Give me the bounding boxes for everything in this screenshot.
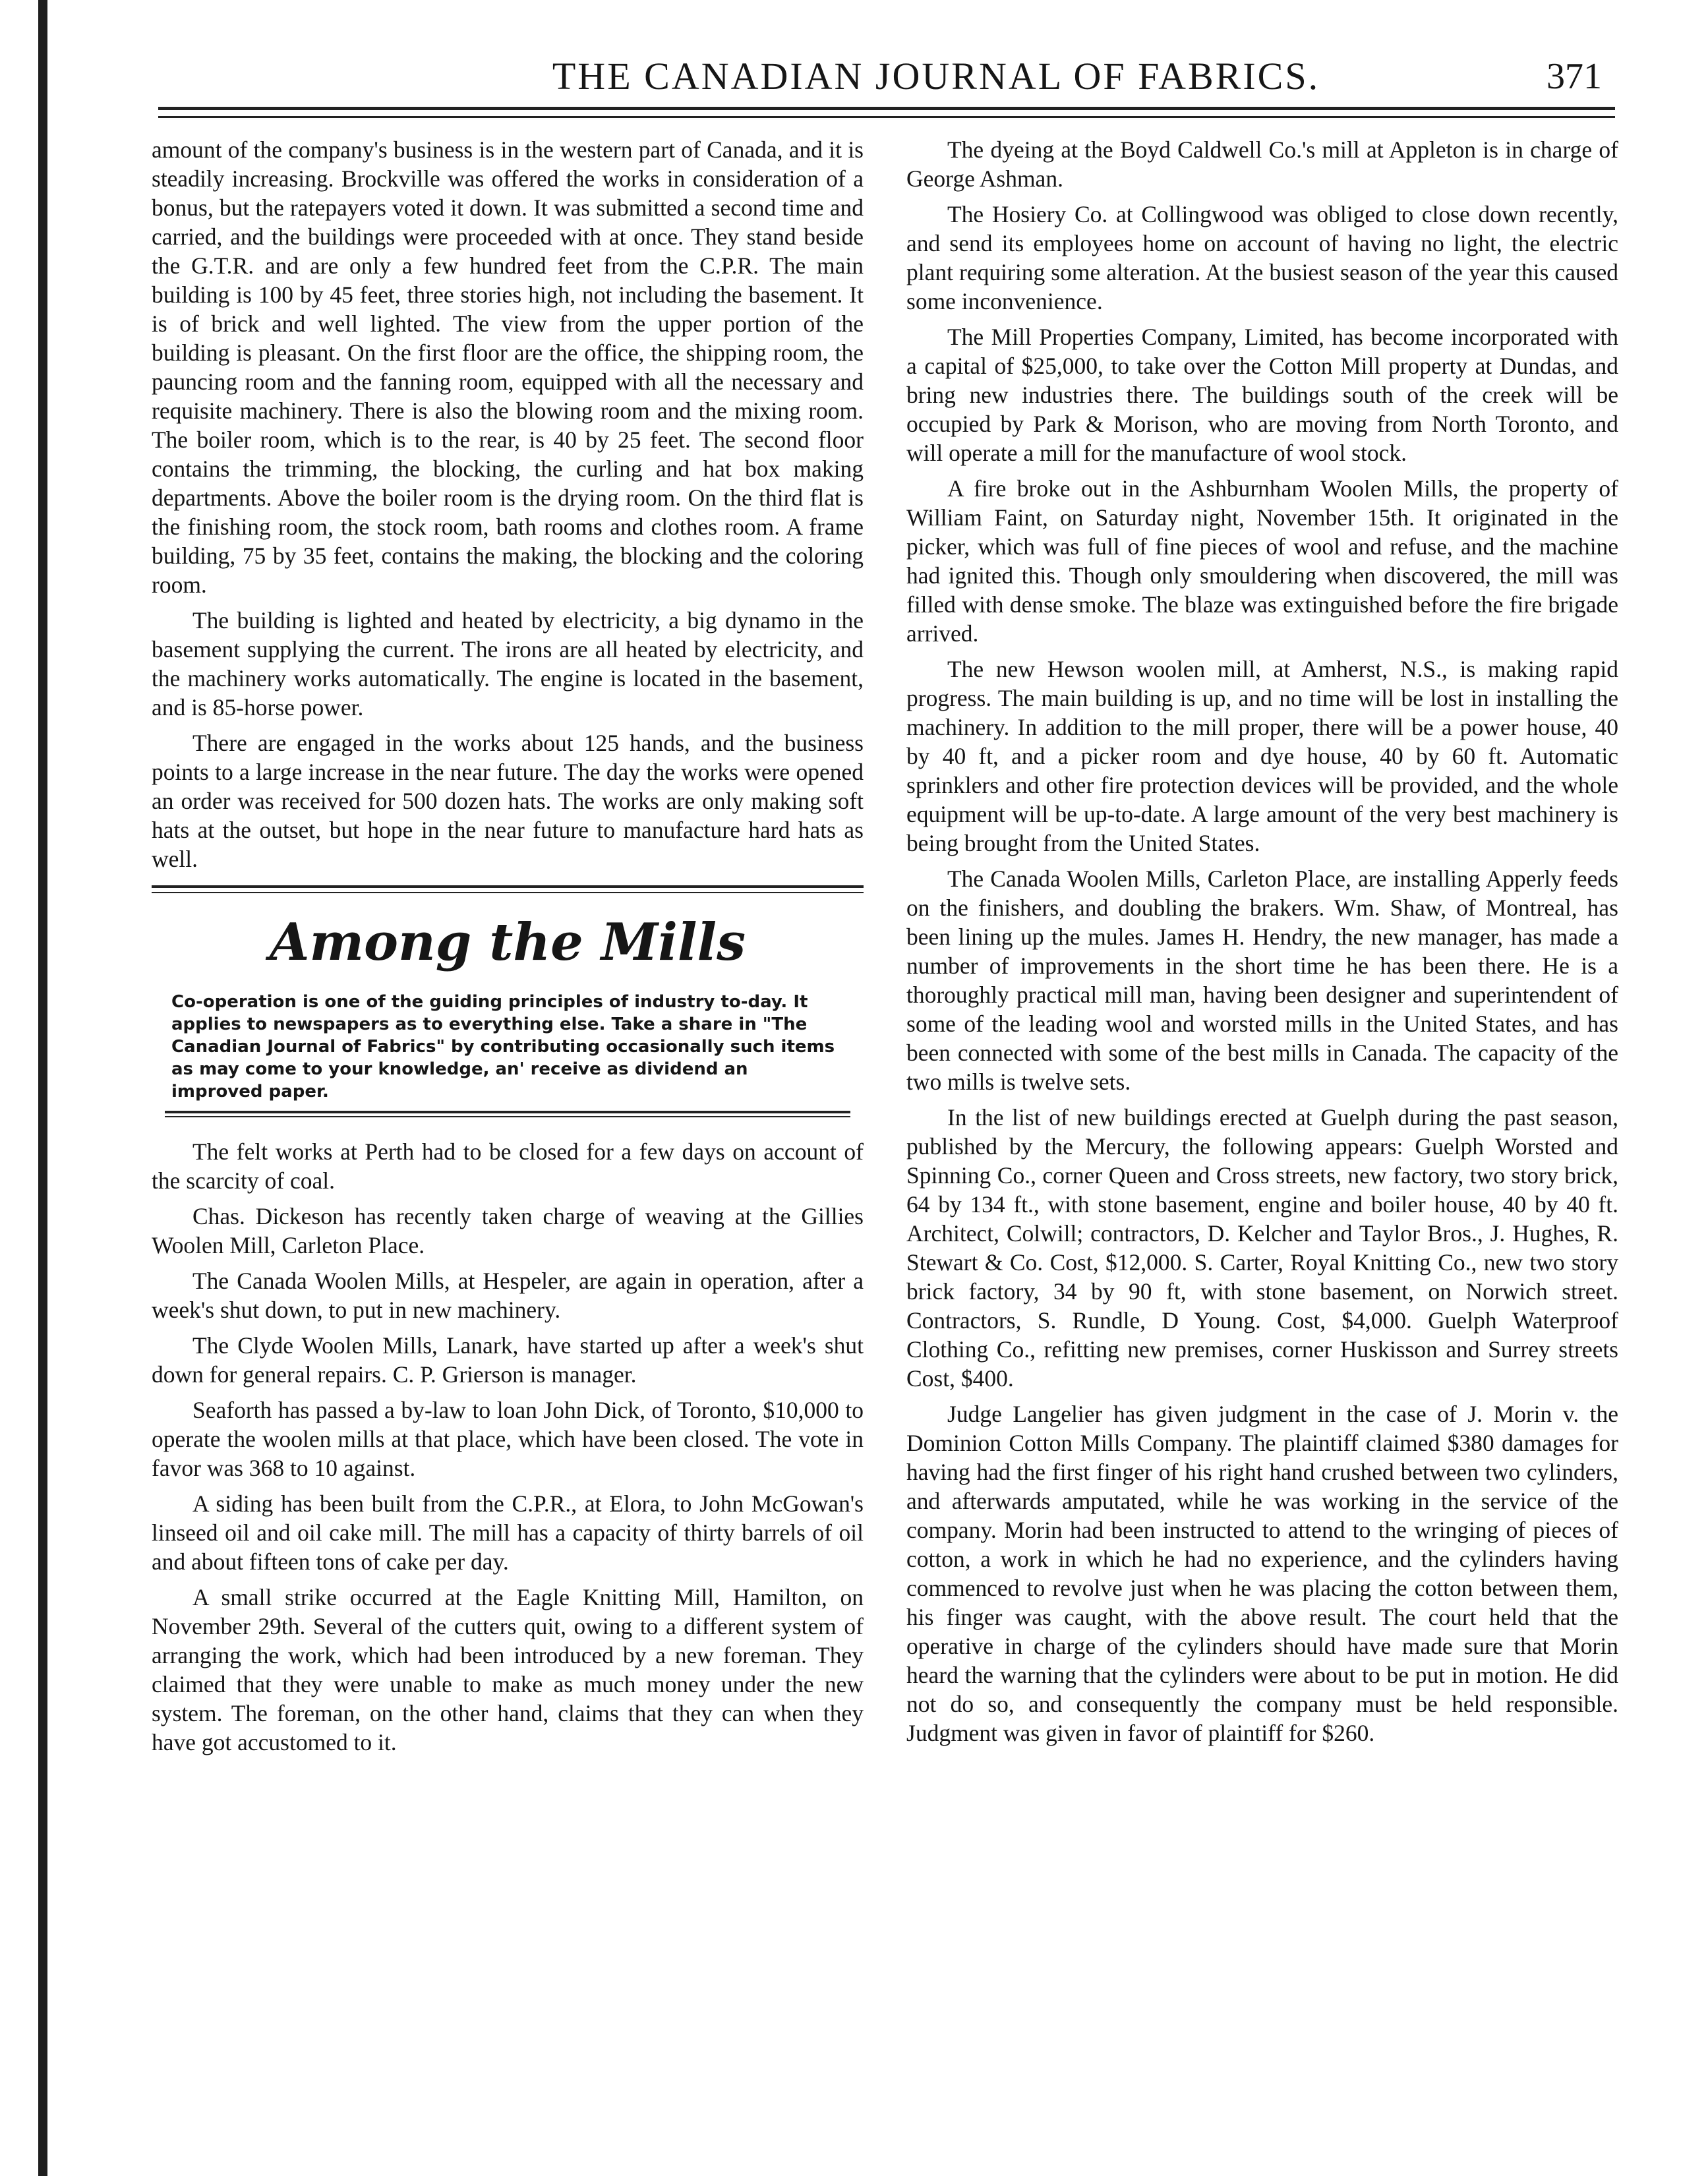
news-item: In the list of new buildings erected at Guelph during the past season, published by the Mercury, the following appears: Guelph Worsted and Spinning Co., corner Queen and Cross streets, new factory, two story brick, 64 by 134 ft., with stone basement, engine and boiler house, 40 by 40 ft. Architect, Colwill; contractors, D. Kelcher and Taylor Bros., J. Hughes, R. Stewart & Co. Cost, $12,000. S. Carter, Royal Knitting Co., new two story brick factory, 34 by 90 ft, with stone basement, on Norwich street. Contractors, S. Rundle, D Young. Cost, $4,000. Guelph Waterproof Clothing Co., refitting new premises, corner Huskisson and Surrey streets Cost, $400. — [906, 1104, 1618, 1392]
news-item: Judge Langelier has given judgment in the case of J. Morin v. the Dominion Cotton Mills Company. The plaintiff claimed $380 damages for having had the first finger of his right hand crushed between two cylinders, and afterwards amputated, while he was working in the service of the company. Morin had been instructed to attend to the wringing of pieces of cotton, a work in which he had no experience, and the cylinders having commenced to revolve just when he was placing the cotton between them, his finger was caught, with the above result. The court held that the operative in charge of the cylinders should have made sure that Morin heard the warning that the cylinders were about to be put in motion. He did not do so, and consequently the company must be held responsible. Judgment was given in favor of plaintiff for $260. — [906, 1401, 1618, 1746]
news-item: The felt works at Perth had to be closed for a few days on account of the scarcity of coal. — [152, 1138, 864, 1194]
news-item: The Canada Woolen Mills, at Hespeler, are again in operation, after a week's shut down, to put in new machinery. — [152, 1268, 864, 1323]
section-rule-thick — [152, 885, 864, 888]
header-rule-thin — [158, 116, 1615, 118]
news-item: The Mill Properties Company, Limited, has become incorporated with a capital of $25,000, to take over the Cotton Mill property at Dundas, and bring new industries there. The buildings south of the creek will be occupied by Park & Morison, who are moving from North Toronto, and will operate a mill for the manufacture of wool stock. — [906, 324, 1618, 466]
notice-rule-thin — [165, 1116, 850, 1117]
page-number: 371 — [1546, 56, 1602, 97]
left-column — [152, 135, 864, 1763]
running-header — [152, 46, 1602, 105]
notice-rule-thick — [165, 1111, 850, 1113]
section-rule-thin — [152, 892, 864, 893]
journal-title: THE CANADIAN JOURNAL OF FABRICS. — [552, 55, 1320, 98]
mill-news-list — [152, 1137, 864, 1757]
section-heading: Among the Mills — [269, 912, 746, 972]
right-column — [906, 135, 1618, 1754]
news-item: The Hosiery Co. at Collingwood was obliged to close down recently, and send its employees home on account of having no light, the electric plant requiring some alteration. At the busiest season of the year this caused some inconvenience. — [906, 201, 1618, 314]
article-paragraph: amount of the company's business is in the western part of Canada, and it is steadily increasing. Brockville was offered the works in consideration of a bonus, but the ratepayers voted it down. It was submitted a second time and carried, and the buildings were proceeded with at once. They stand beside the G.T.R. and are only a few hundred feet from the C.P.R. The main building is 100 by 45 feet, three stories high, not including the basement. It is of brick and well lighted. The view from the upper portion of the building is pleasant. On the first floor are the office, the shipping room, the pauncing room and the fanning room, equipped with all the necessary and requisite machinery. There is also the blowing room and the mixing room. The boiler room, which is to the rear, is 40 by 25 feet. The second floor contains the trimming, the blocking, the curling and hat box making departments. Above the boiler room is the drying room. On the third flat is the finishing room, the stock room, bath rooms and clothes room. A frame building, 75 by 35 feet, contains the making, the blocking and the coloring room. — [152, 136, 864, 598]
header-rule-thick — [158, 107, 1615, 110]
news-item: Seaforth has passed a by-law to loan John Dick, of Toronto, $10,000 to operate the woolen mills at that place, which have been closed. The vote in favor was 368 to 10 against. — [152, 1397, 864, 1481]
page-binding-edge — [38, 0, 47, 2176]
news-item: The dyeing at the Boyd Caldwell Co.'s mill at Appleton is in charge of George Ashman. — [906, 136, 1618, 192]
section-notice: Co-operation is one of the guiding principles of industry to-day. It applies to newspapers as to everything else. Take a share in "The Canadian Journal of Fabrics" by contributing occasionally such items as may come to your knowledge, an' receive as dividend an improved paper. — [171, 992, 835, 1102]
article-paragraph: The building is lighted and heated by electricity, a big dynamo in the basement supplying the current. The irons are all heated by electricity, and the machinery works automatically. The engine is located in the basement, and is 85-horse power. — [152, 607, 864, 720]
article-paragraph: There are engaged in the works about 125 hands, and the business points to a large increase in the near future. The day the works were opened an order was received for 500 dozen hats. The works are only making soft hats at the outset, but hope in the near future to manufacture hard hats as well. — [152, 730, 864, 872]
news-item: A small strike occurred at the Eagle Knitting Mill, Hamilton, on November 29th. Several of the cutters quit, owing to a different system of arranging the work, which had been introduced by a new foreman. They claimed that they were unable to make as much money under the new system. The foreman, on the other hand, claims that they can when they have got accustomed to it. — [152, 1584, 864, 1755]
news-item: A siding has been built from the C.P.R., at Elora, to John McGowan's linseed oil and oil cake mill. The mill has a capacity of thirty barrels of oil and about fifteen tons of cake per day. — [152, 1490, 864, 1575]
news-item: The new Hewson woolen mill, at Amherst, N.S., is making rapid progress. The main building is up, and no time will be lost in installing the machinery. In addition to the mill proper, there will be a power house, 40 by 40 ft, and a picker room and dye house, 40 by 60 ft. Automatic sprinklers and other fire protection devices will be provided, and the whole equipment will be up-to-date. A large amount of the very best machinery is being brought from the United States. — [906, 656, 1618, 856]
news-item: A fire broke out in the Ashburnham Woolen Mills, the property of William Faint, on Saturday night, November 15th. It originated in the picker, which was full of fine pieces of wool and refuse, and the machine had ignited this. Though only smouldering when discovered, the mill was filled with dense smoke. The blaze was extinguished before the fire brigade arrived. — [906, 475, 1618, 647]
news-item: The Canada Woolen Mills, Carleton Place, are installing Apperly feeds on the finishers, and doubling the brakers. Wm. Shaw, of Montreal, has been lining up the mules. James H. Hendry, the new manager, has made a number of improvements in the short time he has been there. He is a thoroughly practical mill man, having been designer and superintendent of some of the leading wool and worsted mills in the United States, and has been connected with some of the best mills in Canada. The capacity of the two mills is twelve sets. — [906, 866, 1618, 1095]
news-item: Chas. Dickeson has recently taken charge of weaving at the Gillies Woolen Mill, Carleton Place. — [152, 1203, 864, 1258]
news-item: The Clyde Woolen Mills, Lanark, have started up after a week's shut down for general repairs. C. P. Grierson is manager. — [152, 1332, 864, 1388]
